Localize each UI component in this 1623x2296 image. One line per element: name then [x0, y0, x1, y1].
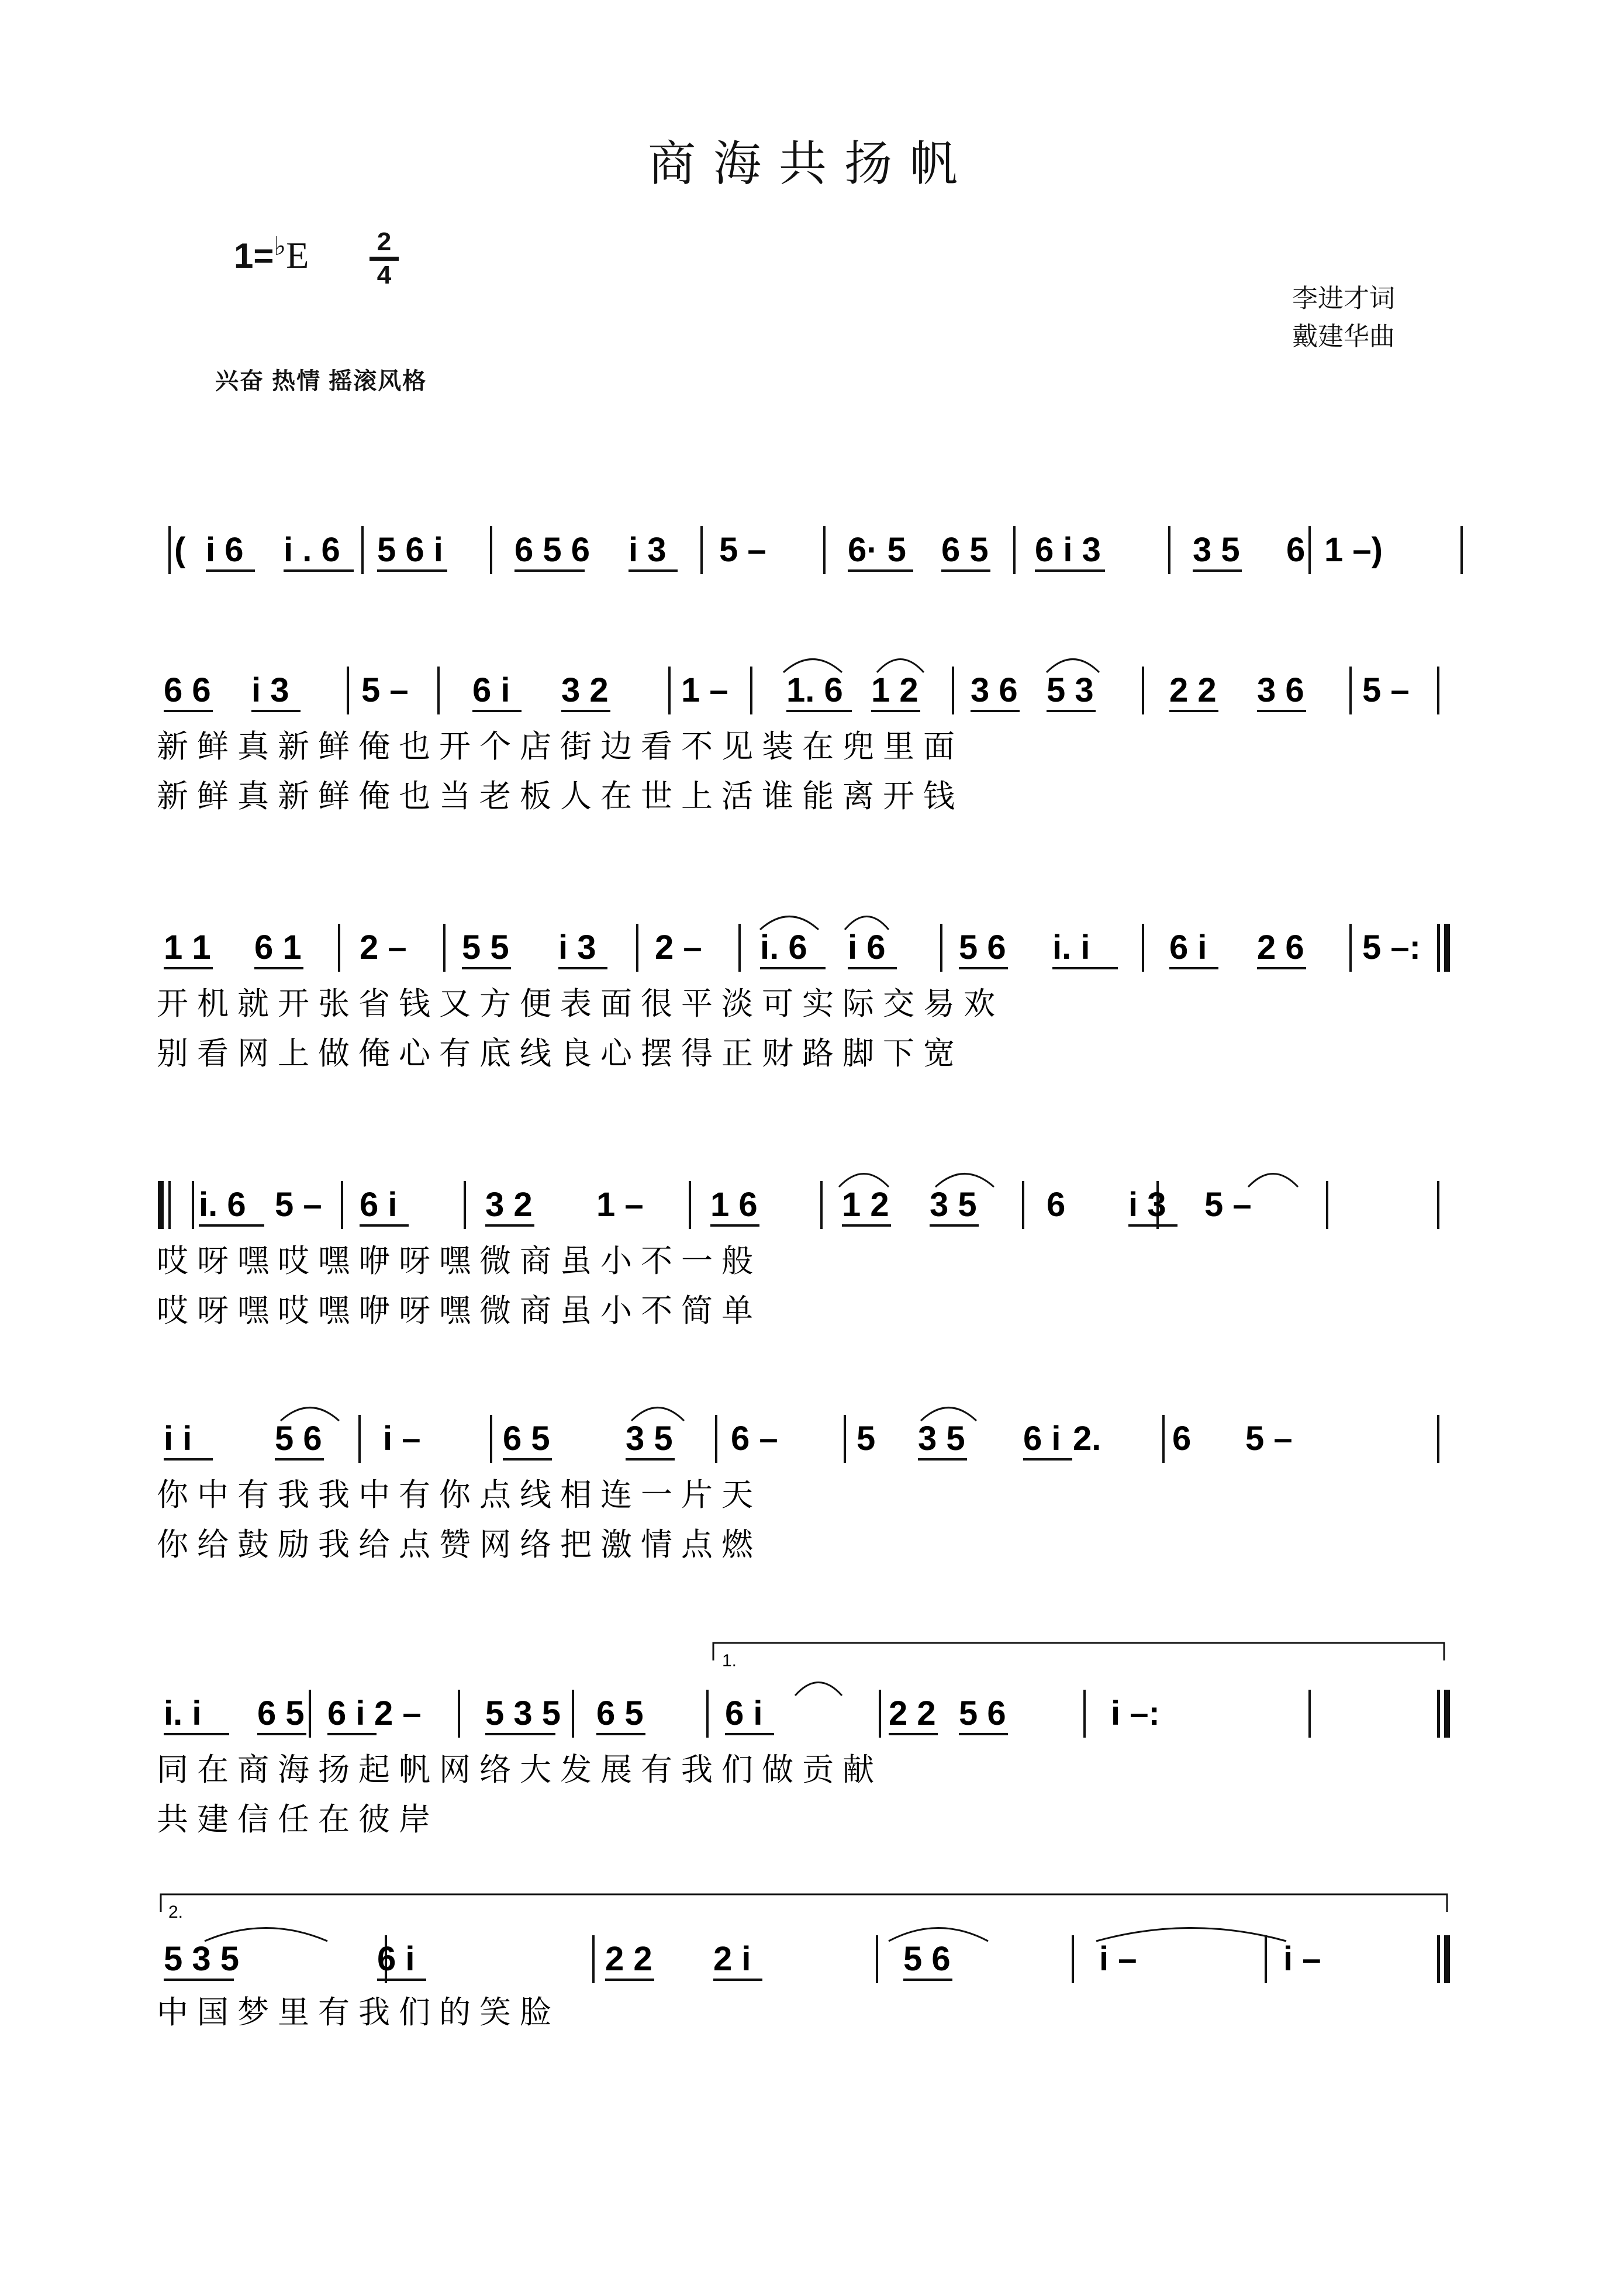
slur — [935, 1174, 994, 1187]
note-group: 3 6 — [971, 671, 1018, 709]
note-group: 6 i 3 — [1035, 531, 1101, 569]
note-group: 6 i — [725, 1694, 763, 1732]
note-group: 6 i — [1169, 928, 1207, 966]
note-group: i – — [383, 1420, 421, 1458]
note-group: 2 i — [713, 1940, 751, 1978]
volta-first-label: 1. — [722, 1651, 737, 1670]
note-group: 2 6 — [1257, 928, 1304, 966]
note-group: 6 i — [360, 1186, 398, 1224]
note-group: i 3 — [558, 928, 596, 966]
note-group: 6 5 — [596, 1694, 644, 1732]
lyric-line: 你 中 有 我 我 中 有 你 点 线 相 连 一 片 天 — [157, 1477, 754, 1513]
tempo-marking: 兴奋 热情 摇滚风格 — [215, 368, 427, 394]
note-group: 3 2 — [485, 1186, 533, 1224]
note-group: 6 5 — [503, 1420, 550, 1458]
note-group: 5 3 — [1047, 671, 1094, 709]
note-group: i i — [164, 1420, 192, 1458]
note-group: ( — [174, 531, 186, 569]
slur — [205, 1928, 327, 1942]
note-group: i 3 — [629, 531, 667, 569]
note-group: 1 – — [681, 671, 728, 709]
note-group: 5 –: — [1362, 928, 1421, 966]
lyric-line: 中 国 梦 里 有 我 们 的 笑 脸 — [157, 1995, 552, 2030]
flat-sign: ♭ — [274, 232, 286, 261]
note-group: 2 2 — [605, 1940, 652, 1978]
slur — [795, 1683, 842, 1696]
note-group: 6 — [1047, 1186, 1066, 1224]
key-prefix: 1= — [234, 236, 274, 275]
note-group: 5 – — [361, 671, 409, 709]
note-group: 5 — [857, 1420, 876, 1458]
note-group: 5 6 i — [377, 531, 443, 569]
note-group: 2. — [1073, 1420, 1101, 1458]
slur — [281, 1408, 339, 1421]
note-group: 2 2 — [889, 1694, 936, 1732]
note-group: 3 5 — [930, 1186, 977, 1224]
note-group: i –: — [1111, 1694, 1160, 1732]
note-group: i – — [1283, 1940, 1321, 1978]
note-group: 2 – — [360, 928, 407, 966]
note-group: 5 – — [1245, 1420, 1293, 1458]
meter-bottom: 4 — [377, 261, 392, 289]
composer: 戴建华曲 — [1292, 322, 1395, 351]
note-group: 5 6 — [959, 1694, 1006, 1732]
volta-second-bracket — [161, 1894, 1447, 1912]
note-group: 6 – — [731, 1420, 778, 1458]
note-group: 1 1 — [164, 928, 211, 966]
note-group: 5 – — [275, 1186, 322, 1224]
note-group: 1 –) — [1324, 531, 1383, 569]
volta-second-label: 2. — [168, 1903, 184, 1922]
slur — [1096, 1928, 1286, 1942]
note-group: i 6 — [206, 531, 244, 569]
note-group: 3 5 — [918, 1420, 965, 1458]
note-group: 3 6 — [1257, 671, 1304, 709]
slur — [783, 660, 842, 673]
lyric-line: 哎 呀 嘿 哎 嘿 咿 呀 嘿 微 商 虽 小 不 简 单 — [157, 1293, 754, 1328]
note-group: 5 6 — [903, 1940, 951, 1978]
slur — [921, 1408, 976, 1421]
note-group: i. 6 — [199, 1186, 246, 1224]
note-group: 5 5 — [462, 928, 509, 966]
note-group: 2 – — [374, 1694, 422, 1732]
note-group: 6 5 — [941, 531, 989, 569]
note-group: i – — [1099, 1940, 1137, 1978]
slur — [631, 1408, 684, 1421]
note-group: 6 i — [327, 1694, 365, 1732]
note-group: i. i — [1052, 928, 1090, 966]
meter-top: 2 — [377, 227, 392, 256]
note-group: 6 1 — [254, 928, 302, 966]
lyric-line: 开 机 就 开 张 省 钱 又 方 便 表 面 很 平 淡 可 实 际 交 易 欢 — [157, 986, 996, 1021]
note-group: 6 5 6 — [514, 531, 590, 569]
note-group: i. i — [164, 1694, 202, 1732]
slur — [760, 917, 819, 930]
slur — [1248, 1174, 1298, 1187]
lyric-line: 同 在 商 海 扬 起 帆 网 络 大 发 展 有 我 们 做 贡 献 — [157, 1752, 875, 1787]
note-group: 6 i — [472, 671, 510, 709]
note-group: 5 – — [1204, 1186, 1252, 1224]
note-group: 6 i — [377, 1940, 415, 1978]
slur — [839, 1174, 889, 1187]
lyric-line: 哎 呀 嘿 哎 嘿 咿 呀 嘿 微 商 虽 小 不 一 般 — [157, 1244, 754, 1279]
note-group: 1 2 — [871, 671, 918, 709]
note-group: 1 2 — [842, 1186, 889, 1224]
note-group: i 6 — [848, 928, 886, 966]
note-group: 6 — [1172, 1420, 1192, 1458]
note-group: 6 5 — [257, 1694, 305, 1732]
note-group: 3 2 — [561, 671, 609, 709]
note-group: 2 2 — [1169, 671, 1217, 709]
note-group: 5 – — [1362, 671, 1410, 709]
volta-first-bracket — [713, 1643, 1444, 1660]
note-group: 1 – — [596, 1186, 644, 1224]
note-group: 5 – — [719, 531, 766, 569]
note-group: 5 6 — [959, 928, 1006, 966]
note-group: 5 3 5 — [164, 1940, 239, 1978]
slur — [877, 660, 924, 673]
lyricist: 李进才词 — [1292, 284, 1395, 313]
lyric-line: 新 鲜 真 新 鲜 俺 也 当 老 板 人 在 世 上 活 谁 能 离 开 钱 — [157, 779, 955, 814]
lyric-line: 你 给 鼓 励 我 给 点 赞 网 络 把 激 情 点 燃 — [157, 1527, 754, 1562]
slur — [1047, 660, 1099, 673]
key-note: E — [286, 234, 309, 276]
lyric-line: 共 建 信 任 在 彼 岸 — [157, 1802, 431, 1837]
note-group: 5 3 5 — [485, 1694, 561, 1732]
song-title: 商海共扬帆 — [647, 136, 975, 192]
note-group: 3 5 — [1193, 531, 1240, 569]
slur — [889, 1928, 988, 1942]
lyric-line: 别 看 网 上 做 俺 心 有 底 线 良 心 摆 得 正 财 路 脚 下 宽 — [157, 1036, 955, 1071]
slur — [845, 917, 889, 930]
note-group: 3 5 — [626, 1420, 673, 1458]
note-group: 1. 6 — [786, 671, 843, 709]
note-group: 1 6 — [710, 1186, 758, 1224]
note-group: i 3 — [251, 671, 289, 709]
note-group: i 3 — [1128, 1186, 1166, 1224]
note-group: 6 — [1286, 531, 1306, 569]
note-group: 6 i — [1023, 1420, 1061, 1458]
note-group: 6· 5 — [848, 531, 906, 569]
note-group: i . 6 — [284, 531, 340, 569]
note-group: 6 6 — [164, 671, 211, 709]
note-group: 5 6 — [275, 1420, 322, 1458]
note-group: i. 6 — [760, 928, 807, 966]
note-group: 2 – — [655, 928, 702, 966]
lyric-line: 新 鲜 真 新 鲜 俺 也 开 个 店 街 边 看 不 见 装 在 兜 里 面 — [157, 729, 955, 764]
